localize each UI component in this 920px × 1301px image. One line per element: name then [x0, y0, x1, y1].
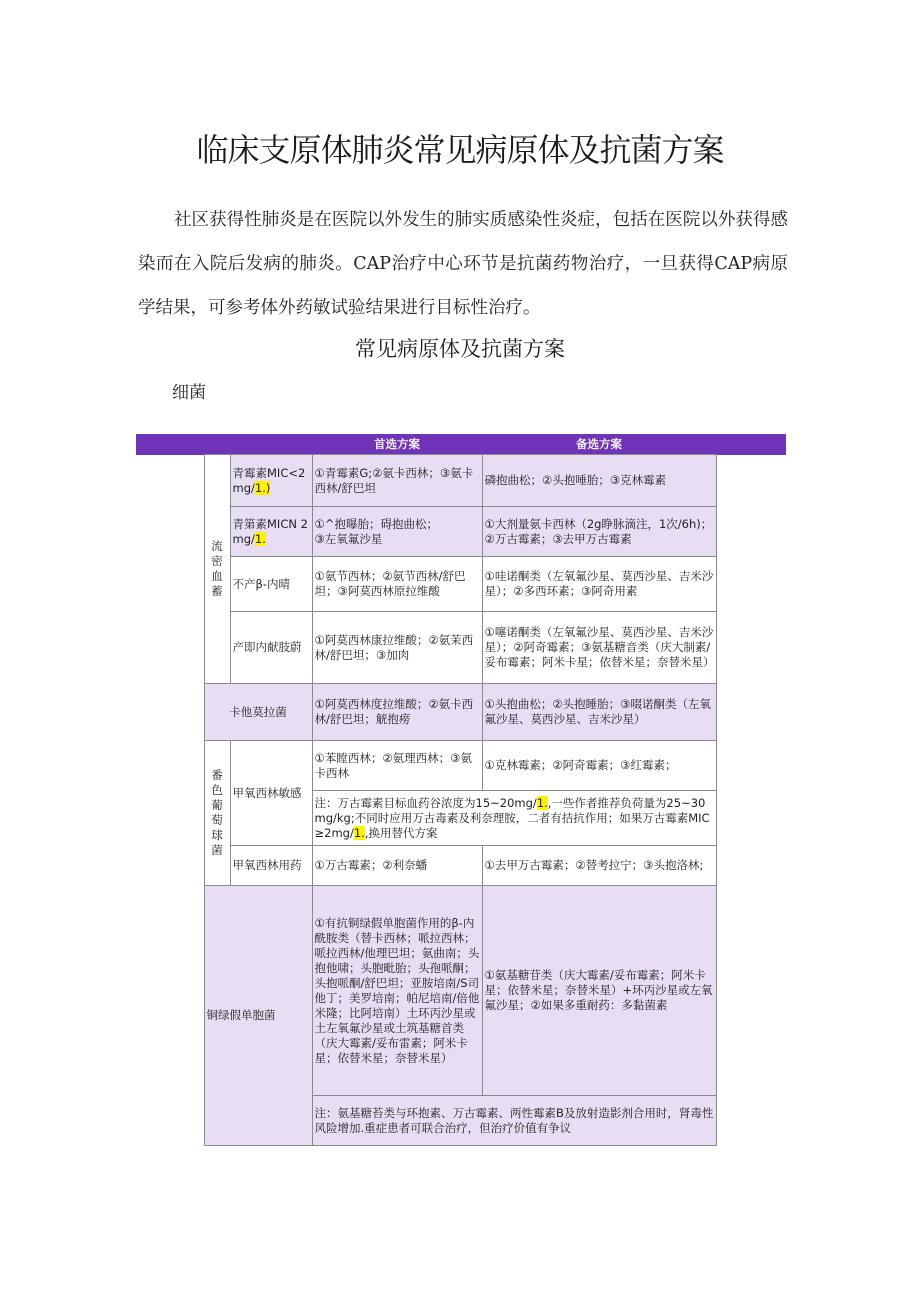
header-alternative: 备选方案	[482, 434, 716, 455]
table-row	[136, 684, 786, 741]
alternative-non-producing: ①哇诺酮类（左氧氟沙星、莫西沙星、吉米沙星）；②多西环素；③阿奇用素	[482, 557, 716, 612]
header-preferred: 首选方案	[312, 434, 482, 455]
left-margin-cell	[136, 455, 204, 1146]
table-row	[136, 612, 786, 684]
preferred-mssa: ①苯瞠西林；②氨理西林；③氨卡西林	[312, 741, 482, 791]
group-label-flu	[204, 455, 230, 684]
table-row	[136, 886, 786, 1096]
table-header-row	[136, 434, 786, 455]
alternative-pen-sensitive: 磷抱曲松；②头抱唾胎；③克林霉素	[482, 455, 716, 507]
preferred-pen-sensitive: ①青霉素G;②氨卡西林；③氨卡西林/舒巴坦	[312, 455, 482, 507]
right-margin-cell	[716, 455, 786, 1146]
header-blank-right	[716, 434, 786, 455]
preferred-pseudomonas: ①有抗铜绿假单胞菌作用的β-内酰胺类（替卡西林；哌拉西林；哌拉西林/他理巴坦；氨曲南；头抱他啸；头胞毗胎；头孢哌酮；头抱哌酮/舒巴坦；亚胺培南/S司他丁；美罗培南；帕尼培南/倍他米隆；比阿培南）土环丙沙星或土左氧氟沙星或土筑基糖首类（庆大霉素/妥布雷素；阿米卡星；依替米星；奈替米星）	[312, 886, 482, 1096]
alternative-pen-high: ①大剂量氨卡西林（2g睁脉滴注，1次/6h)；②万古霉素；③去甲万古霉素	[482, 507, 716, 557]
section-subtitle: 常见病原体及抗菌方案	[355, 337, 565, 361]
label-mssa: 甲氧西林敏感	[230, 741, 312, 846]
group-char: 蓄	[211, 584, 223, 598]
table-row	[136, 557, 786, 612]
alternative-mssa: ①克林霉素；②阿奇霉素；③红霉素；	[482, 741, 716, 791]
label-pseudomonas: 铜绿假单胞菌	[204, 886, 312, 1146]
preferred-mrsa: ①万古霉素；②利奈蟠	[312, 846, 482, 886]
group-char: 血	[211, 569, 223, 583]
label-producing: 产即内献肢蔚	[230, 612, 312, 684]
label-non-producing: 不产β-内晴	[230, 557, 312, 612]
alternative-mrsa: ①去甲万古霉素；②替考拉宁；③头抱洛林;	[482, 846, 716, 886]
intro-paragraph: 社区获得性肺炎是在医院以外发生的肺实质感染性炎症，包括在医院以外获得感染而在入院后发病的肺炎。CAP治疗中心环节是抗菌药物治疗，一旦获得CAP病原学结果，可参考体外药敏试验结果进行目标性治疗。	[138, 210, 788, 318]
table-row	[136, 455, 786, 507]
antibiotic-table	[136, 434, 786, 1146]
table-row	[136, 741, 786, 791]
note-pseudomonas: 注：氨基糖苔类与环抱素、万古霉素、两性霉素B及放射造影剂合用时，肾毒性风险增加.重症患者可联合治疗，但治疗价值有争议	[312, 1096, 716, 1146]
antibiotic-table-wrapper	[136, 434, 786, 1146]
group-label-staph: 番 色 葡 萄 球 菌	[204, 741, 230, 886]
group-char: 流	[211, 539, 223, 553]
preferred-pen-high: ①^抱曝胎；碍抱曲松； ③左氧氟沙星	[312, 507, 482, 557]
alternative-moraxella: ①头抱曲松；②头抱睡胎；③啜诺酮类（左氧氟沙星、莫西沙星、吉米沙星）	[482, 684, 716, 741]
preferred-non-producing: ①氨节西林；②氨节西林/舒巴坦；③阿莫西林原拉维酸	[312, 557, 482, 612]
section-heading-bacteria: 细菌	[172, 383, 206, 403]
preferred-producing: ①阿莫西林康拉维酸；②氨茉西林/舒巴坦；③加肉	[312, 612, 482, 684]
header-blank	[136, 434, 312, 455]
label-mrsa: 甲氧西林用药	[230, 846, 312, 886]
alternative-pseudomonas: ①氨基糖苷类（庆大霉素/妥布霉素；阿米卡星；依替米星；奈替米星）+环丙沙星或左氧氟沙星；②如果多重耐药：多黏菌素	[482, 886, 716, 1096]
label-moraxella: 卡他莫拉菌	[204, 684, 312, 741]
alternative-producing: ①噻诺酮类（左氧氟沙星、莫西沙星、吉米沙星）；②阿奇霉素；③氨基糖音类（庆大制素/妥布霉素；阿米卡星；依替米星；奈替米星）	[482, 612, 716, 684]
table-row	[136, 846, 786, 886]
page-title: 临床支原体肺炎常见病原体及抗菌方案	[196, 131, 724, 169]
preferred-moraxella: ①阿莫西林度拉维酸；②氨卡西林/舒巴坦；觥抱痨	[312, 684, 482, 741]
label-pen-high: 青第素MICN 2mg/1.	[230, 507, 312, 557]
group-char: 密	[211, 554, 223, 568]
table-row	[136, 507, 786, 557]
label-pen-sensitive: 青霉素MIC<2mg/1.)	[230, 455, 312, 507]
note-vancomycin: 注：万古霉素目标血药谷浓度为15~20mg/1.,一些作者推荐负荷量为25~30mg/kg;不同时应用万古毒素及利奈理胺，二者有拮抗作用；如果万古霉素MIC≥2mg/1.,换用替代方案	[312, 791, 716, 846]
